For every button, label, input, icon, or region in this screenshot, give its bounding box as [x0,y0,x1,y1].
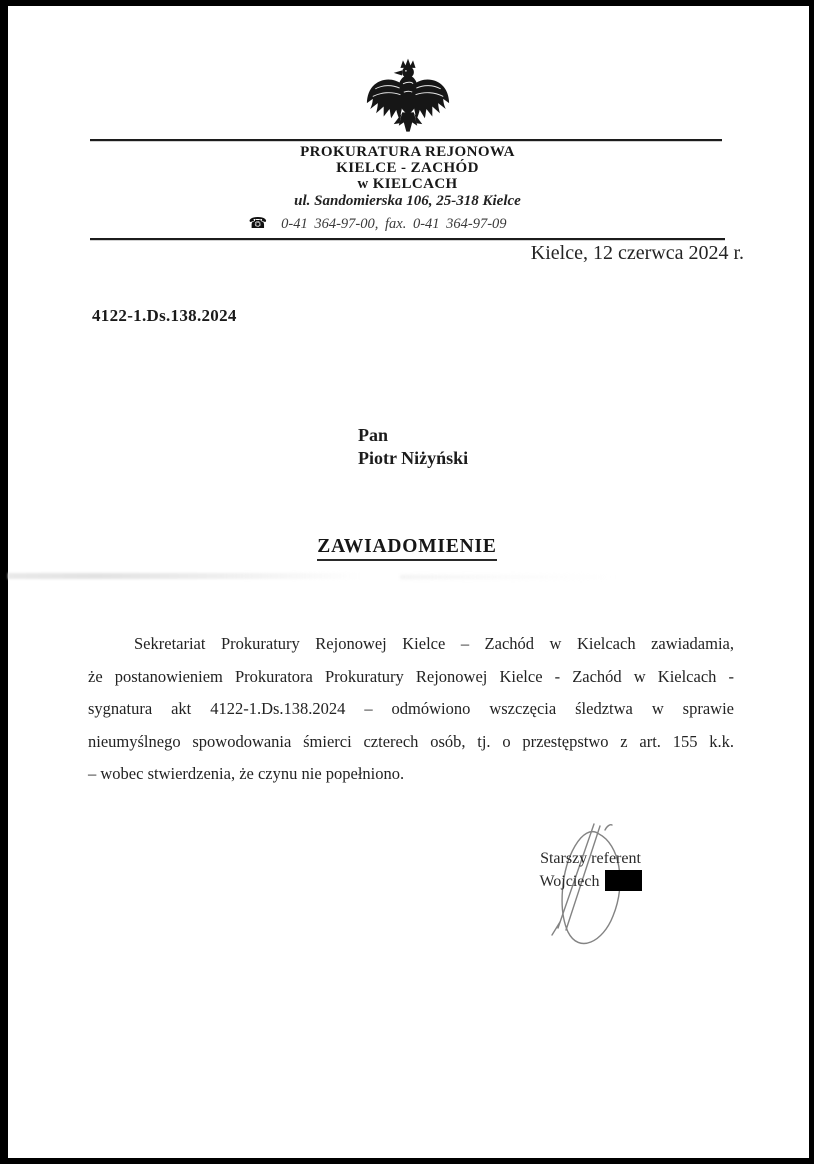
phone-numbers: 0-41 364-97-00, fax. 0-41 364-97-09 [281,216,507,232]
signer-first-name: Wojciech [539,873,600,890]
redaction-box [605,870,642,891]
org-name-line-1: PROKURATURA REJONOWA [300,144,515,160]
letterhead-phone-line [60,214,695,233]
org-name-line-2: KIELCE - ZACHÓD [336,159,479,176]
body-line: Sekretariat Prokuratury Rejonowej Kielce – Zachód w Kielcach zawiadamia, [134,634,734,653]
polish-eagle-emblem-icon [366,57,450,135]
letterhead-org-name [90,145,725,192]
document-title: ZAWIADOMIENIE [317,536,496,561]
scan-border-top [0,0,814,6]
body-line: nieumyślnego spowodowania śmierci czterech osób, tj. o przestępstwo z art. 155 k.k. [88,731,734,751]
signer-name-line [518,870,663,893]
body-line: że postanowieniem Prokuratora Prokuratury Rejonowej Kielce - Zachód w Kielcach - [88,666,734,686]
body-line: – wobec stwierdzenia, że czynu nie popełniono. [88,764,405,783]
recipient-salutation: Pan [358,425,389,445]
signature-block [518,848,663,893]
body-paragraph [88,628,734,791]
scan-border-bottom [0,1158,814,1164]
date-line: Kielce, 12 czerwca 2024 r. [530,242,744,264]
document-title-row [0,536,814,561]
letterhead-address: ul. Sandomierska 106, 25-318 Kielce [294,193,521,209]
scan-border-right [809,0,814,1164]
scan-smudge [400,575,615,579]
scan-smudge [8,573,363,579]
case-number: 4122-1.Ds.138.2024 [92,306,237,325]
body-line: sygnatura akt 4122-1.Ds.138.2024 – odmówiono wszczęcia śledztwa w sprawie [88,699,734,718]
phone-icon: ☎ [248,214,268,232]
signer-role: Starszy referent [540,850,641,867]
letterhead-rule-top [90,139,722,141]
scan-border-left [0,0,8,1164]
org-name-line-3: w KIELCACH [357,175,458,192]
recipient-name: Piotr Niżyński [358,448,469,468]
recipient-block [358,424,468,470]
letterhead-rule-bottom [90,238,725,240]
